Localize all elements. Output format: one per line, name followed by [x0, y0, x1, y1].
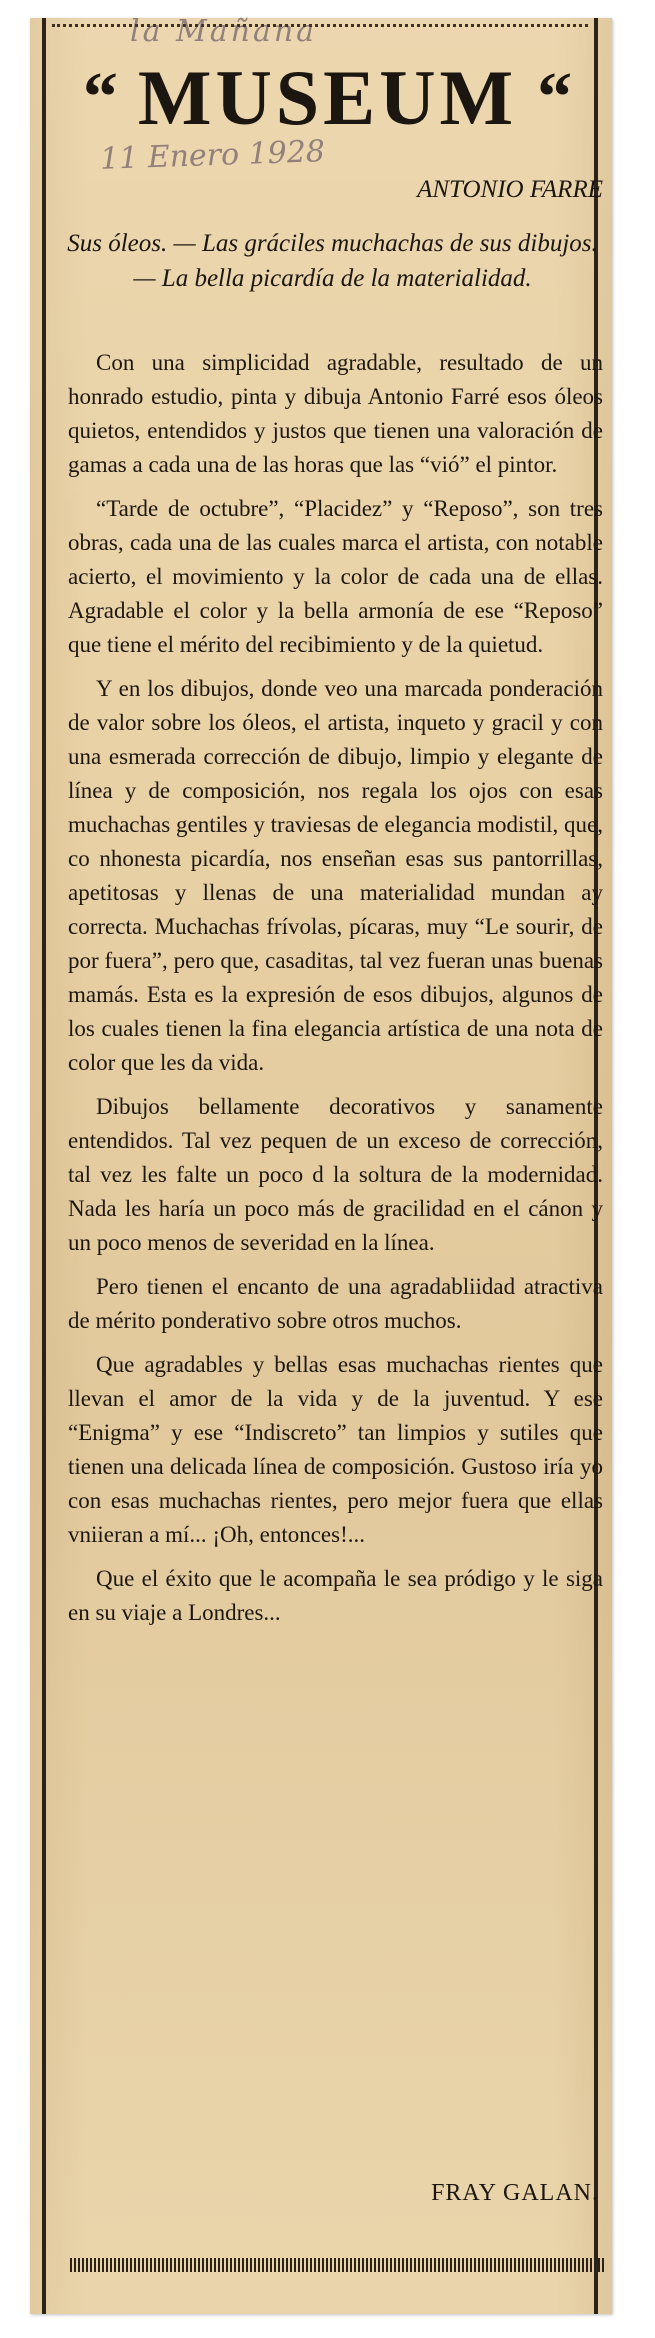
masthead-title: MUSEUM: [137, 54, 518, 141]
handwritten-note-top: la Mañana: [130, 14, 318, 49]
paragraph: Y en los dibujos, donde veo una marcada ponderación de valor sobre los óleos, el artista, inqueto y gracil y con una esmerada corrección de dibujo, limpio y elegante de línea y de composición, nos regala los ojos con esas muchachas gentiles y traviesas de elegancia modistil, que, co nhonesta picardía, nos enseñan esas sus pantorrillas, apetitosas y llenas de una materialidad mundan ay correcta. Muchachas frívolas, pícaras, muy “Le sourir, de por fuera”, pero que, casaditas, tal vez fueran unas buenas mamás. Esta es la expresión de esos dibujos, algunos de los cuales tienen la fina elegancia artística de una nota de color que les da vida.: [68, 676, 603, 1075]
masthead-close-quote: “: [537, 59, 573, 136]
paragraph: Pero tienen el encanto de una agradabliidad atractiva de mérito ponderativo sobre otros muchos.: [68, 1274, 603, 1333]
paragraph: Dibujos bellamente decorativos y sanamente entendidos. Tal vez pequen de un exceso de corrección, tal vez les falte un poco d la soltura de la modernidad. Nada les haría un poco más de gracilidad en el cánon y un poco menos de severidad en la línea.: [68, 1094, 603, 1255]
article-author: ANTONIO FARRE: [417, 176, 603, 203]
article-body: [68, 346, 603, 1640]
bottom-hatched-rule: [70, 2258, 605, 2272]
paragraph: Que el éxito que le acompaña le sea pródigo y le siga en su viaje a Londres...: [68, 1566, 603, 1625]
article-signature: FRAY GALAN.: [431, 2180, 599, 2206]
left-column-rule: [42, 18, 46, 2314]
paragraph: Que agradables y bellas esas muchachas rientes que llevan el amor de la vida y de la juventud. Y ese “Enigma” y ese “Indiscreto” tan limpios y sutiles que tienen una delicada línea de composición. Gustoso iría yo con esas muchachas rientes, pero mejor fuera que ellas vniieran a mí... ¡Oh, entonces!...: [68, 1352, 603, 1547]
article-subtitle: Sus óleos. — Las gráciles muchachas de sus dibujos. — La bella picardía de la materialidad.: [67, 230, 598, 292]
masthead-open-quote: “: [82, 59, 118, 136]
paragraph: “Tarde de octubre”, “Placidez” y “Reposo”, son tres obras, cada una de las cuales marca el artista, con notable acierto, el movimiento y la color de cada una de ellas. Agradable el color y la bella armonía de ese “Reposo” que tiene el mérito del recibimiento y de la quietud.: [68, 496, 603, 657]
masthead: [26, 48, 629, 148]
paragraph: Con una simplicidad agradable, resultado de un honrado estudio, pinta y dibuja Antonio Farré esos óleos quietos, entendidos y justos que tienen una valoración de gamas a cada una de las horas que las “vió” el pintor.: [68, 350, 603, 477]
handwritten-date: 11 Enero 1928: [99, 134, 326, 177]
